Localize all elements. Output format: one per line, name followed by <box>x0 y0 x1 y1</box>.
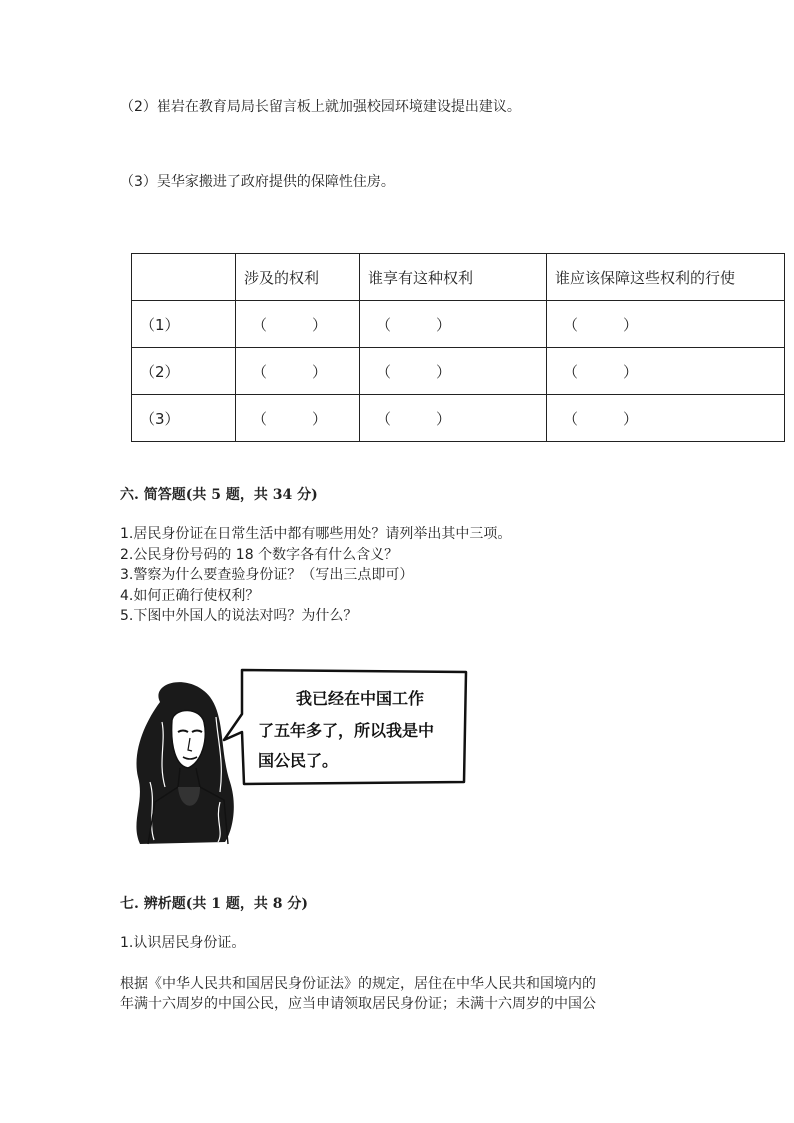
bubble-line: 我已经在中国工作 <box>296 689 425 708</box>
row-label: （1） <box>132 301 236 348</box>
table-header-row <box>132 254 785 301</box>
section-7-title: 七. 辨析题(共 1 题，共 8 分) <box>120 896 308 912</box>
answer-blank[interactable]: （ ） <box>547 395 785 442</box>
answer-blank[interactable]: （ ） <box>547 301 785 348</box>
row-label: （2） <box>132 348 236 395</box>
table-row <box>132 395 785 442</box>
paragraph-line: 根据《中华人民共和国居民身份证法》的规定，居住在中华人民共和国境内的 <box>120 976 596 992</box>
answer-blank[interactable]: （ ） <box>236 348 360 395</box>
row-label: （3） <box>132 395 236 442</box>
section-7-paragraph <box>120 974 680 1014</box>
cartoon-illustration <box>120 662 480 852</box>
section-6-title: 六. 简答题(共 5 题，共 34 分) <box>120 487 318 503</box>
bubble-line: 国公民了。 <box>258 751 339 770</box>
answer-blank[interactable]: （ ） <box>236 395 360 442</box>
table-row <box>132 348 785 395</box>
question-item: 3.警察为什么要查验身份证？（写出三点即可） <box>120 567 414 583</box>
question-list <box>120 524 511 627</box>
item-3: （3）吴华家搬进了政府提供的保障性住房。 <box>120 174 395 190</box>
answer-blank[interactable]: （ ） <box>360 348 547 395</box>
answer-blank[interactable]: （ ） <box>360 301 547 348</box>
answer-blank[interactable]: （ ） <box>360 395 547 442</box>
bubble-line: 了五年多了，所以我是中 <box>258 721 435 740</box>
table-row <box>132 301 785 348</box>
question-item: 1.居民身份证在日常生活中都有哪些用处？请列举出其中三项。 <box>120 526 512 542</box>
table-header-cell: 谁应该保障这些权利的行使 <box>547 254 785 301</box>
question-item: 4.如何正确行使权利？ <box>120 587 260 604</box>
section-7-question: 1.认识居民身份证。 <box>120 935 246 951</box>
table-header-cell: 涉及的权利 <box>236 254 360 301</box>
answer-blank[interactable]: （ ） <box>236 301 360 348</box>
answer-blank[interactable]: （ ） <box>547 348 785 395</box>
foreign-woman-drawing <box>120 662 480 852</box>
question-item: 2.公民身份号码的 18 个数字各有什么含义？ <box>120 546 399 563</box>
paragraph-line: 年满十六周岁的中国公民，应当申请领取居民身份证；未满十六周岁的中国公 <box>120 996 596 1012</box>
item-2: （2）崔岩在教育局局长留言板上就加强校园环境建设提出建议。 <box>120 99 521 115</box>
question-item: 5.下图中外国人的说法对吗？为什么？ <box>120 608 358 624</box>
table-header-cell: 谁享有这种权利 <box>360 254 547 301</box>
rights-table <box>131 253 785 442</box>
table-header-cell <box>132 254 236 301</box>
